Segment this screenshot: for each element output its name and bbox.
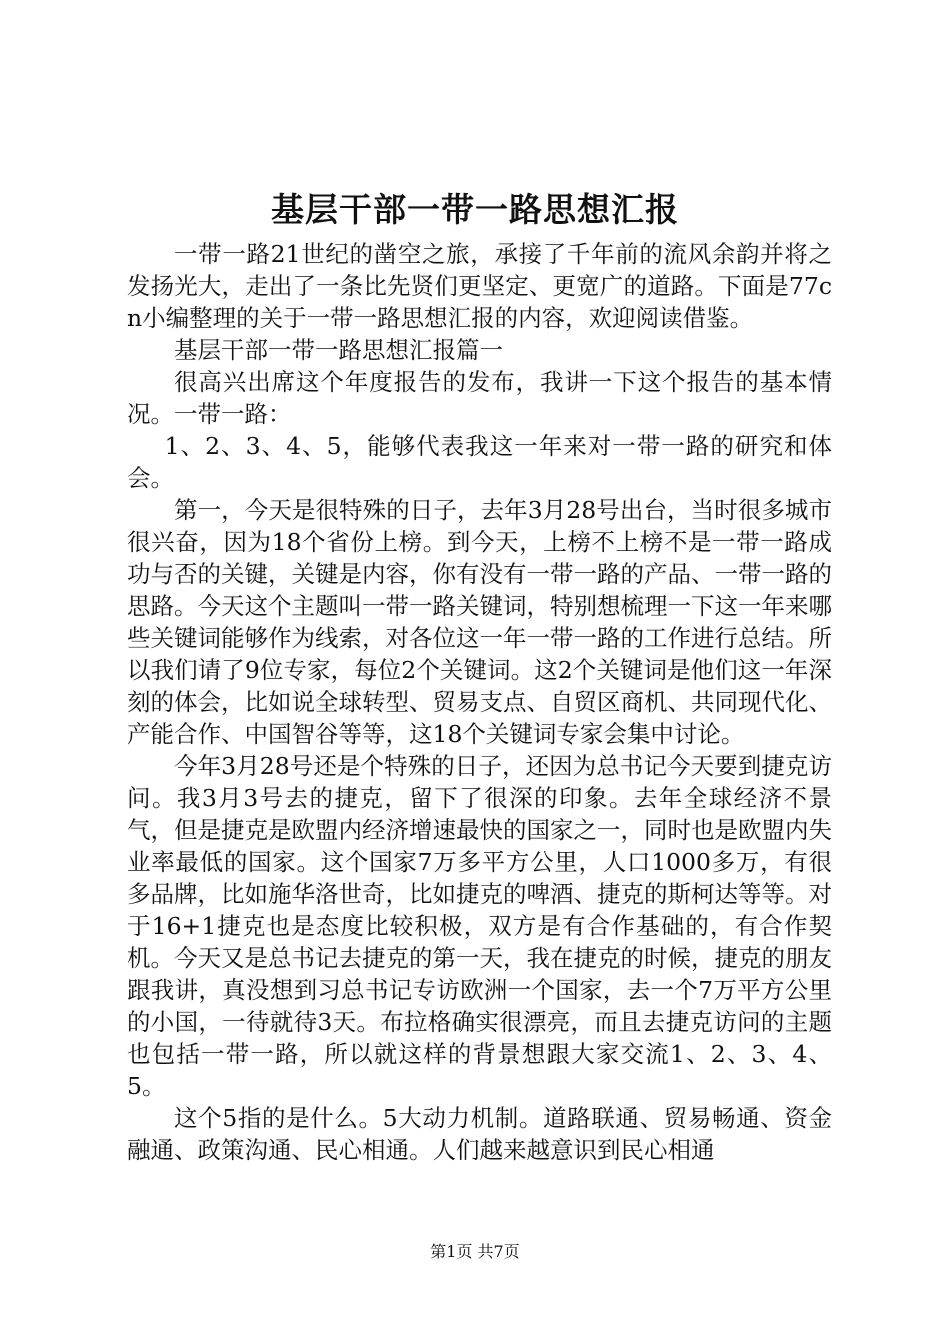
body-paragraph: 第一，今天是很特殊的日子，去年3月28号出台，当时很多城市很兴奋，因为18个省份上榜。到今天，上榜不上榜不是一带一路成功与否的关键，关键是内容，你有没有一带一路的产品、一带一路的思路。今天这个主题叫一带一路关键词，特别想梳理一下这一年来哪些关键词能够作为线索，对各位这一年一带一路的工作进行总结。所以我们请了9位专家，每位2个关键词。这2个关键词是他们这一年深刻的体会，比如说全球转型、贸易支点、自贸区商机、共同现代化、产能合作、中国智谷等等，这18个关键词专家会集中讨论。 [127, 496, 832, 748]
document-title: 基层干部一带一路思想汇报 [271, 190, 679, 229]
document-body [127, 238, 832, 1166]
body-paragraph: 1、2、3、4、5，能够代表我这一年来对一带一路的研究和体会。 [127, 432, 832, 492]
body-paragraph: 很高兴出席这个年度报告的发布，我讲一下这个报告的基本情况。一带一路： [127, 368, 832, 428]
page-number: 第1页 共7页 [430, 1242, 520, 1261]
section-heading: 基层干部一带一路思想汇报篇一 [174, 336, 503, 364]
body-paragraph: 这个5指的是什么。5大动力机制。道路联通、贸易畅通、资金融通、政策沟通、民心相通。人们越来越意识到民心相通 [127, 1104, 832, 1164]
body-paragraph: 今年3月28号还是个特殊的日子，还因为总书记今天要到捷克访问。我3月3号去的捷克，留下了很深的印象。去年全球经济不景气，但是捷克是欧盟内经济增速最快的国家之一，同时也是欧盟内失业率最低的国家。这个国家7万多平方公里，人口1000多万，有很多品牌，比如施华洛世奇，比如捷克的啤酒、捷克的斯柯达等等。对于16+1捷克也是态度比较积极，双方是有合作基础的，有合作契机。今天又是总书记去捷克的第一天，我在捷克的时候，捷克的朋友跟我讲，真没想到习总书记专访欧洲一个国家，去一个7万平方公里的小国，一待就待3天。布拉格确实很漂亮，而且去捷克访问的主题也包括一带一路，所以就这样的背景想跟大家交流1、2、3、4、5。 [127, 752, 832, 1100]
intro-paragraph: 一带一路21世纪的凿空之旅，承接了千年前的流风余韵并将之发扬光大，走出了一条比先贤们更坚定、更宽广的道路。下面是77cn小编整理的关于一带一路思想汇报的内容，欢迎阅读借鉴。 [127, 240, 832, 332]
